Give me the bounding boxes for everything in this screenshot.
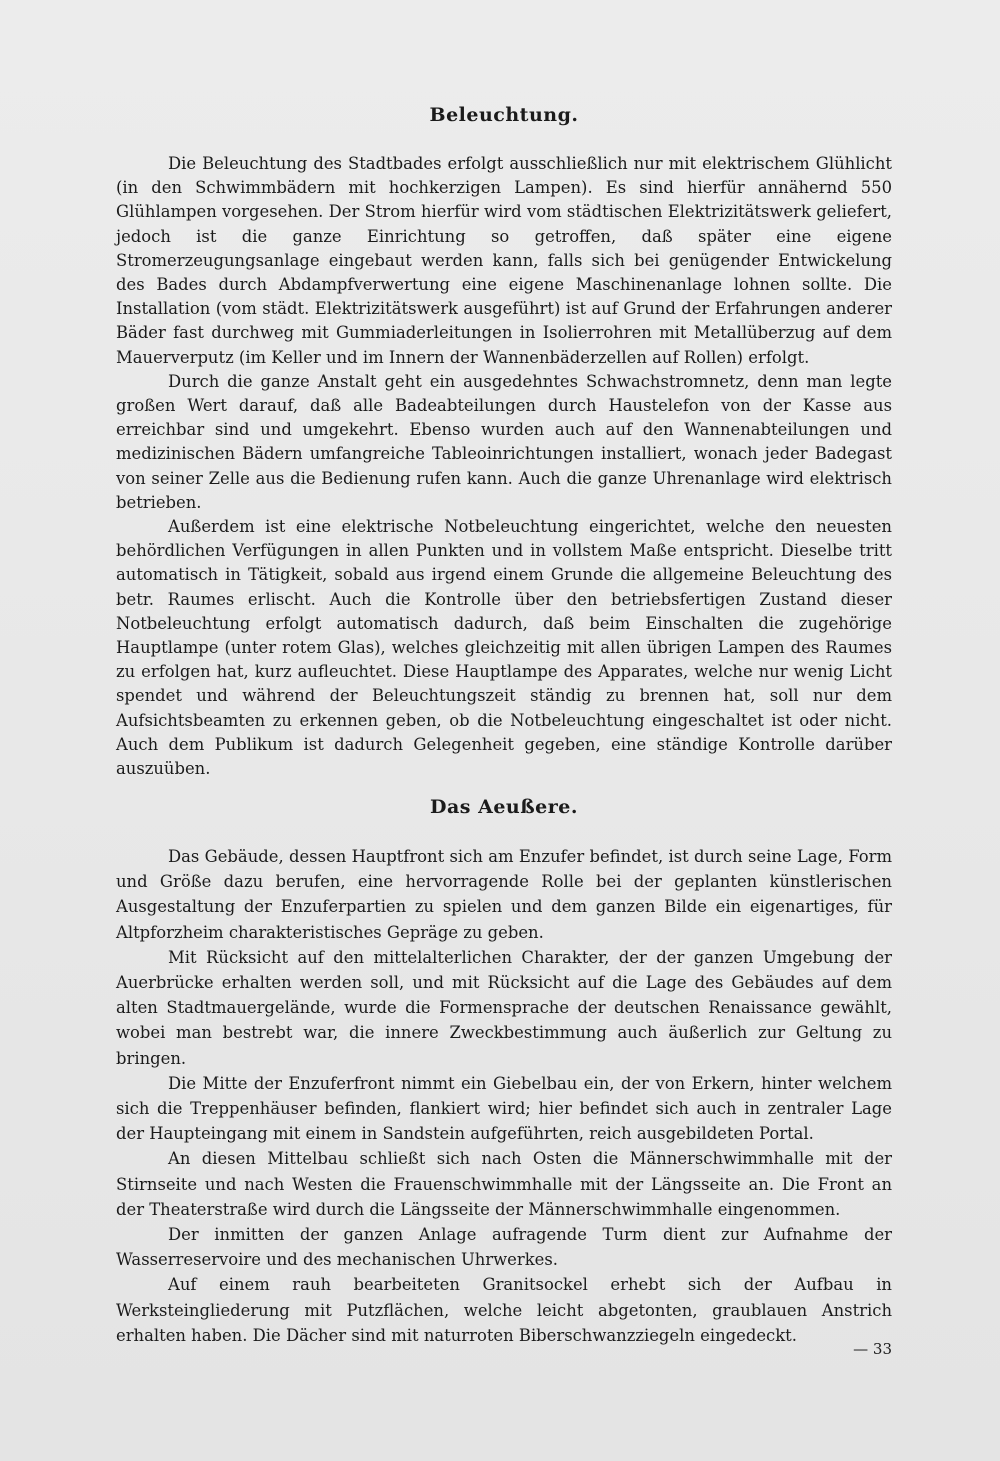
paragraph: An diesen Mittelbau schließt sich nach Osten die Männerschwimmhalle mit der Stirnseite und nach Westen die Frauenschwimmhalle mit der Längsseite an. Die Front an der Theaterstraße wird durch die Längsseite der Männerschwimmhalle eingenommen. [116, 1149, 892, 1219]
paragraph: Auf einem rauh bearbeiteten Granitsockel erhebt sich der Aufbau in Werksteingliederung mit Putzflächen, welche leicht abgetonten, graublauen Anstrich erhalten haben. Die Dächer sind mit naturroten Biberschwanzziegeln eingedeckt. [116, 1275, 892, 1345]
section-heading: Beleuchtung. [429, 104, 579, 126]
section-heading: Das Aeußere. [430, 796, 578, 818]
section-beleuchtung [116, 104, 892, 781]
paragraph: Die Mitte der Enzuferfront nimmt ein Giebelbau ein, der von Erkern, hinter welchem sich die Treppenhäuser befinden, flankiert wird; hier befindet sich auch in zentraler Lage der Haupteingang mit einem in Sandstein aufgeführten, reich ausgebildeten Portal. [116, 1073, 892, 1144]
page-number: — 33 [853, 1340, 892, 1358]
paragraph: Das Gebäude, dessen Hauptfront sich am Enzufer befindet, ist durch seine Lage, Form und Größe dazu berufen, eine hervorragende Rolle bei der geplanten künstlerischen Ausgestaltung der Enzuferpartien zu spielen und dem ganzen Bilde ein eigenartiges, für Altpforzheim charakteristisches Gepräge zu geben. [116, 847, 892, 942]
paragraph: Der inmitten der ganzen Anlage aufragende Turm dient zur Aufnahme der Wasserreservoire und des mechanischen Uhrwerkes. [116, 1225, 892, 1270]
paragraph: Mit Rücksicht auf den mittelalterlichen Charakter, der der ganzen Umgebung der Auerbrücke erhalten werden soll, und mit Rücksicht auf die Lage des Gebäudes auf dem alten Stadtmauergelände, wurde die Formensprache der deutschen Renaissance gewählt, wobei man bestrebt war, die innere Zweckbestimmung auch äußerlich zur Geltung zu bringen. [116, 947, 892, 1068]
section-aeussere [116, 796, 892, 1348]
paragraph: Die Beleuchtung des Stadtbades erfolgt ausschließlich nur mit elektrischem Glühlicht (in den Schwimmbädern mit hochkerzigen Lampen). Es sind hierfür annähernd 550 Glühlampen vorgesehen. Der Strom hierfür wird vom städtischen Elektrizitätswerk geliefert, jedoch ist die ganze Einrichtung so getroffen, daß später eine eigene Stromerzeugungsanlage eingebaut werden kann, falls sich bei genügender Entwickelung des Bades durch Abdampfverwertung eine eigene Maschinenanlage lohnen sollte. Die Installation (vom städt. Elektrizitätswerk ausgeführt) ist auf Grund der Erfahrungen anderer Bäder fast durchweg mit Gummiaderleitungen in Isolierrohren mit Metallüberzug auf dem Mauerverputz (im Keller und im Innern der Wannenbäderzellen auf Rollen) erfolgt. [116, 154, 892, 367]
paragraph: Durch die ganze Anstalt geht ein ausgedehntes Schwachstromnetz, denn man legte großen Wert darauf, daß alle Badeabteilungen durch Haustelefon von der Kasse aus erreichbar sind und umgekehrt. Ebenso wurden auch auf den Wannenabteilungen und medizinischen Bädern umfangreiche Tableoinrichtungen installiert, wonach jeder Badegast von seiner Zelle aus die Bedienung rufen kann. Auch die ganze Uhrenanlage wird elektrisch betrieben. [116, 371, 892, 512]
paragraph: Außerdem ist eine elektrische Notbeleuchtung eingerichtet, welche den neuesten behördlichen Verfügungen in allen Punkten und in vollstem Maße entspricht. Dieselbe tritt automatisch in Tätigkeit, sobald aus irgend einem Grunde die allgemeine Beleuchtung des betr. Raumes erlischt. Auch die Kontrolle über den betriebsfertigen Zustand dieser Notbeleuchtung erfolgt automatisch dadurch, daß beim Einschalten die zugehörige Hauptlampe (unter rotem Glas), welches gleichzeitig mit allen übrigen Lampen des Raumes zu erfolgen hat, kurz aufleuchtet. Diese Hauptlampe des Apparates, welche nur wenig Licht spendet und während der Beleuchtungszeit ständig zu brennen hat, soll nur dem Aufsichtsbeamten zu erkennen geben, ob die Notbeleuchtung eingeschaltet ist oder nicht. Auch dem Publikum ist dadurch Gelegenheit gegeben, eine ständige Kontrolle darüber auszuüben. [116, 517, 892, 779]
